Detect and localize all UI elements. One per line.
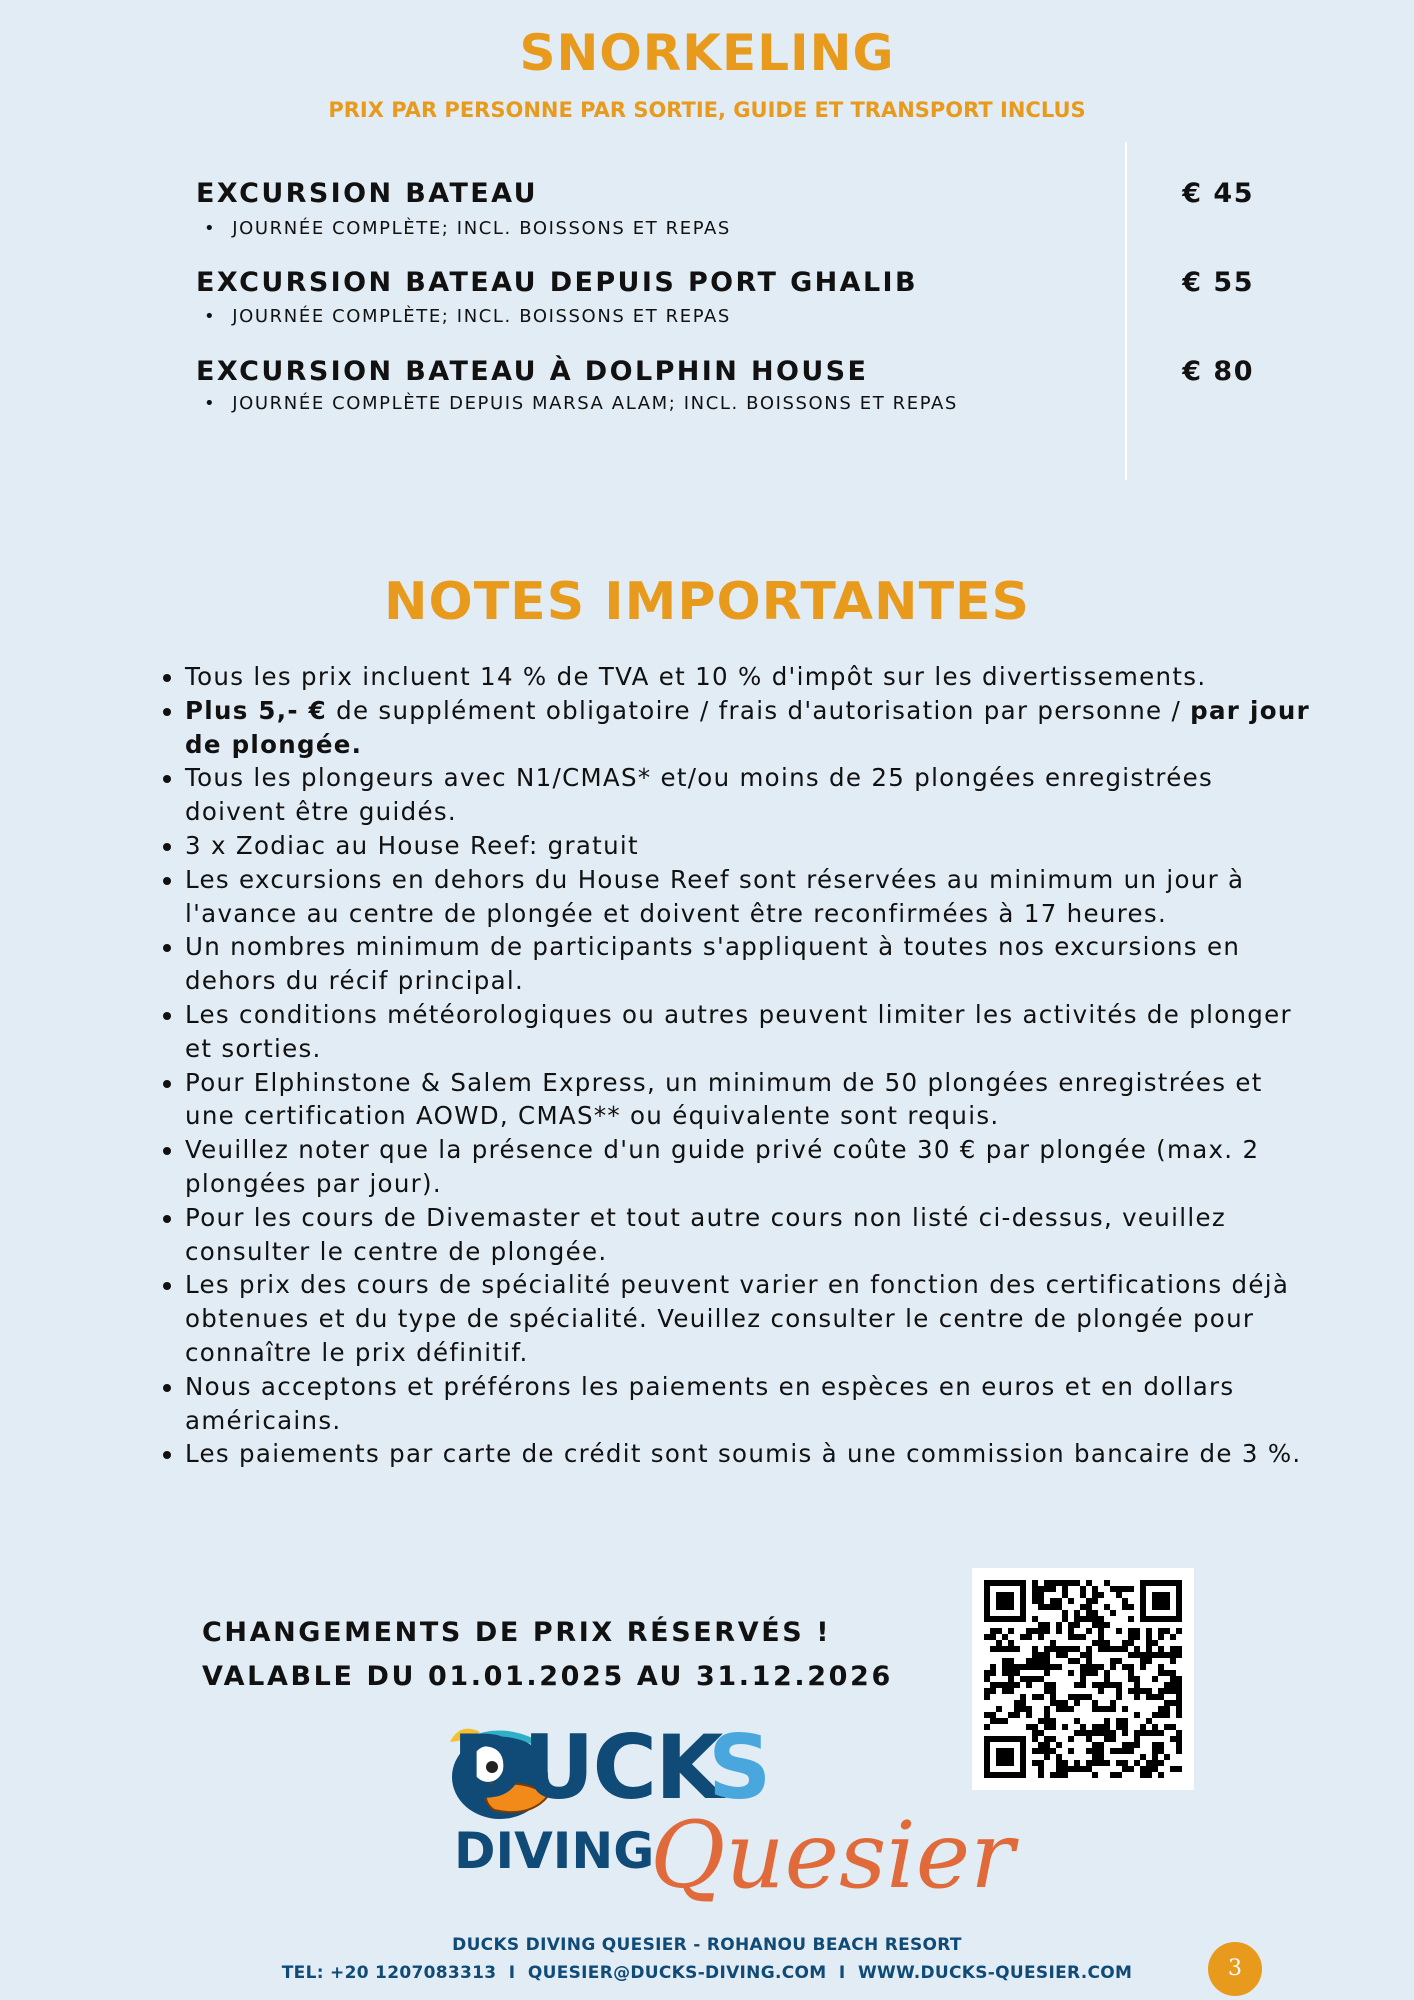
footer-address: DUCKS DIVING QUESIER - ROHANOU BEACH RESORT bbox=[452, 1935, 962, 1955]
note-item: • Les paiements par carte de crédit sont soumis à une commission bancaire de 3 %. bbox=[185, 1437, 1315, 1471]
logo-s: S bbox=[708, 1716, 772, 1819]
note-item bbox=[185, 694, 1315, 762]
logo-quesier: Quesier bbox=[650, 1802, 1015, 1909]
note-item: • Les excursions en dehors du House Reef sont réservées au minimum un jour à l'avance au centre de plongée et doivent être reconfirmées à 17 heures. bbox=[185, 863, 1315, 931]
note-item: • Les conditions météorologiques ou autres peuvent limiter les activités de plonger et sorties. bbox=[185, 998, 1315, 1066]
note-item: • Tous les plongeurs avec N1/CMAS* et/ou moins de 25 plongées enregistrées doivent être guidés. bbox=[185, 761, 1315, 829]
validity-notice: VALABLE DU 01.01.2025 AU 31.12.2026 bbox=[202, 1661, 893, 1692]
item-name-port-ghalib: EXCURSION BATEAU DEPUIS PORT GHALIB bbox=[196, 267, 918, 298]
qr-code-icon bbox=[972, 1568, 1194, 1790]
note-bold-supplement: Plus 5,- € bbox=[185, 695, 328, 725]
logo-diving: DIVING bbox=[454, 1822, 655, 1880]
price-divider bbox=[1125, 142, 1127, 480]
price-change-notice: CHANGEMENTS DE PRIX RÉSERVÉS ! bbox=[202, 1617, 832, 1648]
notes-list bbox=[148, 660, 1315, 1471]
page-number-badge: 3 bbox=[1208, 1942, 1262, 1996]
item-price-dolphin-house: € 80 bbox=[1182, 356, 1254, 387]
note-item: • Tous les prix incluent 14 % de TVA et 10 % d'impôt sur les divertissements. bbox=[185, 660, 1315, 694]
note-bold-per-day: par jour de plongée. bbox=[185, 695, 1310, 759]
footer-contact: TEL: +20 1207083313 I QUESIER@DUCKS-DIVING.COM I WWW.DUCKS-QUESIER.COM bbox=[281, 1963, 1133, 1983]
item-desc-dolphin-house: • JOURNÉE COMPLÈTE DEPUIS MARSA ALAM; INCL. BOISSONS ET REPAS bbox=[204, 393, 958, 414]
note-item: • Un nombres minimum de participants s'appliquent à toutes nos excursions en dehors du récif principal. bbox=[185, 930, 1315, 998]
item-name-excursion-bateau: EXCURSION BATEAU bbox=[196, 178, 538, 209]
item-name-dolphin-house: EXCURSION BATEAU À DOLPHIN HOUSE bbox=[196, 356, 869, 387]
item-desc-port-ghalib: • JOURNÉE COMPLÈTE; INCL. BOISSONS ET REPAS bbox=[204, 306, 731, 327]
qr-code[interactable] bbox=[972, 1568, 1194, 1790]
notes-title: NOTES IMPORTANTES bbox=[383, 572, 1031, 632]
snorkeling-title: SNORKELING bbox=[519, 24, 895, 82]
item-price-port-ghalib: € 55 bbox=[1182, 267, 1254, 298]
item-price-excursion-bateau: € 45 bbox=[1182, 178, 1254, 209]
note-item: • Pour Elphinstone & Salem Express, un minimum de 50 plongées enregistrées et une certification AOWD, CMAS** ou équivalente sont requis. bbox=[185, 1066, 1315, 1134]
note-text-supplement: de supplément obligatoire / frais d'autorisation par personne / bbox=[327, 695, 1191, 725]
snorkeling-subtitle: PRIX PAR PERSONNE PAR SORTIE, GUIDE ET TRANSPORT INCLUS bbox=[328, 98, 1086, 122]
logo-ducks: DUCK bbox=[452, 1716, 722, 1819]
item-desc-excursion-bateau: • JOURNÉE COMPLÈTE; INCL. BOISSONS ET REPAS bbox=[204, 218, 731, 239]
note-item: • Veuillez noter que la présence d'un guide privé coûte 30 € par plongée (max. 2 plongées par jour). bbox=[185, 1133, 1315, 1201]
note-item: • Les prix des cours de spécialité peuvent varier en fonction des certifications déjà obtenues et du type de spécialité. Veuillez consulter le centre de plongée pour connaître le prix définitif. bbox=[185, 1268, 1315, 1369]
note-item: • Pour les cours de Divemaster et tout autre cours non listé ci-dessus, veuillez consulter le centre de plongée. bbox=[185, 1201, 1315, 1269]
note-item: • 3 x Zodiac au House Reef: gratuit bbox=[185, 829, 1315, 863]
note-item: • Nous acceptons et préférons les paiements en espèces en euros et en dollars américains. bbox=[185, 1370, 1315, 1438]
